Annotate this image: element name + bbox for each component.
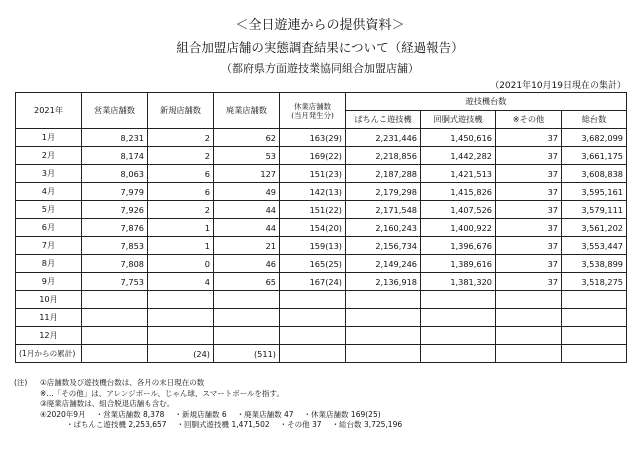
pachinko-cell: [346, 291, 421, 309]
suspended-cell: 151(23): [280, 165, 346, 183]
suspended-cell: [280, 291, 346, 309]
new-cell: 1: [148, 219, 214, 237]
new-cell: 4: [148, 273, 214, 291]
other-cell: 37: [496, 129, 562, 147]
header-total: 総台数: [562, 111, 627, 129]
operating-cell: 8,063: [82, 165, 148, 183]
slot-cell: [421, 309, 496, 327]
closed-cell: 46: [214, 255, 280, 273]
table-row: [16, 165, 627, 183]
slot-cell: 1,396,676: [421, 237, 496, 255]
operating-cell: [82, 345, 148, 363]
table-row: [16, 219, 627, 237]
table-row: [16, 237, 627, 255]
table-row: [16, 309, 627, 327]
cumulative-row: [16, 345, 627, 363]
total-cell: [562, 309, 627, 327]
document-org: （都府県方面遊技業協同組合加盟店舗）: [221, 62, 419, 75]
slot-cell: [421, 327, 496, 345]
pachinko-cell: 2,149,246: [346, 255, 421, 273]
footnote-2: ※…「その他」は、アレンジボール、じゃん球、スマートボールを指す。: [40, 388, 284, 398]
closed-cell: 127: [214, 165, 280, 183]
month-cell: 9月: [16, 273, 82, 291]
month-cell: 6月: [16, 219, 82, 237]
new-cell: 6: [148, 183, 214, 201]
footnote-5-other: ・その他 37: [279, 420, 322, 429]
operating-cell: 7,808: [82, 255, 148, 273]
other-cell: 37: [496, 237, 562, 255]
new-cell: 2: [148, 201, 214, 219]
total-cell: 3,538,899: [562, 255, 627, 273]
header-suspended-label: 休業店舗数: [294, 101, 331, 111]
table-row: [16, 255, 627, 273]
new-cell: [148, 327, 214, 345]
footnote-5-slot: ・回胴式遊技機 1,471,502: [176, 420, 270, 429]
month-cell: 8月: [16, 255, 82, 273]
footnote-line: [14, 378, 629, 389]
pachinko-cell: [346, 327, 421, 345]
pachinko-cell: 2,218,856: [346, 147, 421, 165]
total-cell: 3,553,447: [562, 237, 627, 255]
footnote-5-total: ・総台数 3,725,196: [331, 420, 403, 429]
closed-cell: 65: [214, 273, 280, 291]
suspended-cell: 169(22): [280, 147, 346, 165]
slot-cell: 1,389,616: [421, 255, 496, 273]
document-title: 組合加盟店舗の実態調査結果について（経過報告）: [176, 40, 464, 55]
slot-cell: [421, 345, 496, 363]
stats-table: [15, 92, 627, 363]
footnote-lead: (注): [14, 378, 28, 387]
other-cell: [496, 345, 562, 363]
month-cell: 11月: [16, 309, 82, 327]
table-row: [16, 273, 627, 291]
other-cell: [496, 291, 562, 309]
footnote-4-closed: ・廃業店舗数 47: [236, 409, 294, 419]
table-row: [16, 183, 627, 201]
closed-cell: 53: [214, 147, 280, 165]
operating-cell: 7,876: [82, 219, 148, 237]
operating-cell: [82, 309, 148, 327]
other-cell: [496, 309, 562, 327]
closed-cell: 21: [214, 237, 280, 255]
cumulative-closed: (511): [214, 345, 280, 363]
footnote-4-operating: ・営業店舗数 8,378: [95, 409, 165, 419]
footnote-line: [14, 410, 629, 421]
other-cell: 37: [496, 219, 562, 237]
header-suspended: [280, 93, 346, 129]
month-cell: 5月: [16, 201, 82, 219]
total-cell: 3,579,111: [562, 201, 627, 219]
slot-cell: 1,442,282: [421, 147, 496, 165]
cumulative-new: (24): [148, 345, 214, 363]
as-of-date: （2021年10月19日現在の集計）: [490, 81, 626, 91]
footnote-1: ①店舗数及び遊技機台数は、各月の末日現在の数: [40, 378, 205, 387]
total-cell: 3,518,275: [562, 273, 627, 291]
document-header: ＜全日遊連からの提供資料＞: [235, 18, 405, 33]
month-cell: 3月: [16, 165, 82, 183]
total-cell: 3,608,838: [562, 165, 627, 183]
total-cell: 3,561,202: [562, 219, 627, 237]
header-closed: 廃業店舗数: [214, 93, 280, 129]
closed-cell: [214, 291, 280, 309]
header-pachinko: ぱちんこ遊技機: [346, 111, 421, 129]
operating-cell: 8,231: [82, 129, 148, 147]
other-cell: 37: [496, 255, 562, 273]
closed-cell: 62: [214, 129, 280, 147]
pachinko-cell: 2,187,288: [346, 165, 421, 183]
new-cell: 2: [148, 147, 214, 165]
header-year: 2021年: [16, 93, 82, 129]
month-cell: 10月: [16, 291, 82, 309]
operating-cell: 7,853: [82, 237, 148, 255]
pachinko-cell: 2,179,298: [346, 183, 421, 201]
slot-cell: 1,421,513: [421, 165, 496, 183]
closed-cell: 44: [214, 219, 280, 237]
suspended-cell: 167(24): [280, 273, 346, 291]
new-cell: 6: [148, 165, 214, 183]
table-row: [16, 201, 627, 219]
other-cell: 37: [496, 273, 562, 291]
suspended-cell: 142(13): [280, 183, 346, 201]
closed-cell: [214, 327, 280, 345]
suspended-cell: 151(22): [280, 201, 346, 219]
slot-cell: 1,400,922: [421, 219, 496, 237]
table-row: [16, 327, 627, 345]
suspended-cell: [280, 309, 346, 327]
total-cell: 3,661,175: [562, 147, 627, 165]
slot-cell: 1,407,526: [421, 201, 496, 219]
table-row: [16, 291, 627, 309]
header-slot: 回胴式遊技機: [421, 111, 496, 129]
footnote-5-pachinko: ・ぱちんこ遊技機 2,253,657: [66, 420, 167, 429]
footnote-line: [14, 399, 629, 410]
pachinko-cell: 2,231,446: [346, 129, 421, 147]
table-row: [16, 147, 627, 165]
other-cell: 37: [496, 201, 562, 219]
month-cell: 12月: [16, 327, 82, 345]
closed-cell: [214, 309, 280, 327]
operating-cell: 8,174: [82, 147, 148, 165]
month-cell: 1月: [16, 129, 82, 147]
new-cell: 1: [148, 237, 214, 255]
suspended-cell: [280, 327, 346, 345]
pachinko-cell: [346, 345, 421, 363]
footnotes: [14, 378, 629, 431]
slot-cell: 1,381,320: [421, 273, 496, 291]
header-operating: 営業店舗数: [82, 93, 148, 129]
pachinko-cell: 2,156,734: [346, 237, 421, 255]
operating-cell: [82, 291, 148, 309]
suspended-cell: [280, 345, 346, 363]
other-cell: 37: [496, 165, 562, 183]
closed-cell: 44: [214, 201, 280, 219]
total-cell: [562, 291, 627, 309]
operating-cell: [82, 327, 148, 345]
footnote-3: ③廃業店舗数は、組合脱退店舗も含む。: [40, 399, 175, 408]
month-cell: 2月: [16, 147, 82, 165]
new-cell: [148, 291, 214, 309]
total-cell: 3,682,099: [562, 129, 627, 147]
new-cell: 2: [148, 129, 214, 147]
slot-cell: 1,450,616: [421, 129, 496, 147]
footnote-line: [14, 389, 629, 400]
total-cell: [562, 327, 627, 345]
operating-cell: 7,979: [82, 183, 148, 201]
month-cell: 7月: [16, 237, 82, 255]
other-cell: 37: [496, 147, 562, 165]
new-cell: [148, 309, 214, 327]
operating-cell: 7,753: [82, 273, 148, 291]
other-cell: [496, 327, 562, 345]
slot-cell: 1,415,826: [421, 183, 496, 201]
total-cell: 3,595,161: [562, 183, 627, 201]
new-cell: 0: [148, 255, 214, 273]
header-other: ※その他: [496, 111, 562, 129]
footnote-4-suspended: ・休業店舗数 169(25): [303, 409, 381, 419]
suspended-cell: 163(29): [280, 129, 346, 147]
operating-cell: 7,926: [82, 201, 148, 219]
table-row: [16, 129, 627, 147]
closed-cell: 49: [214, 183, 280, 201]
suspended-cell: 154(20): [280, 219, 346, 237]
slot-cell: [421, 291, 496, 309]
header-machines-group: 遊技機台数: [346, 93, 627, 111]
pachinko-cell: 2,160,243: [346, 219, 421, 237]
pachinko-cell: 2,171,548: [346, 201, 421, 219]
month-cell: 4月: [16, 183, 82, 201]
pachinko-cell: 2,136,918: [346, 273, 421, 291]
footnote-4-prefix: ④2020年9月: [40, 409, 86, 419]
suspended-cell: 159(13): [280, 237, 346, 255]
header-new: 新規店舗数: [148, 93, 214, 129]
header-suspended-sub: (当月発生分): [291, 110, 334, 120]
cumulative-label: (1月からの累計): [16, 345, 82, 363]
footnote-line: [14, 420, 629, 431]
pachinko-cell: [346, 309, 421, 327]
footnote-4-new: ・新規店舗数 6: [174, 409, 227, 419]
other-cell: 37: [496, 183, 562, 201]
total-cell: [562, 345, 627, 363]
suspended-cell: 165(25): [280, 255, 346, 273]
